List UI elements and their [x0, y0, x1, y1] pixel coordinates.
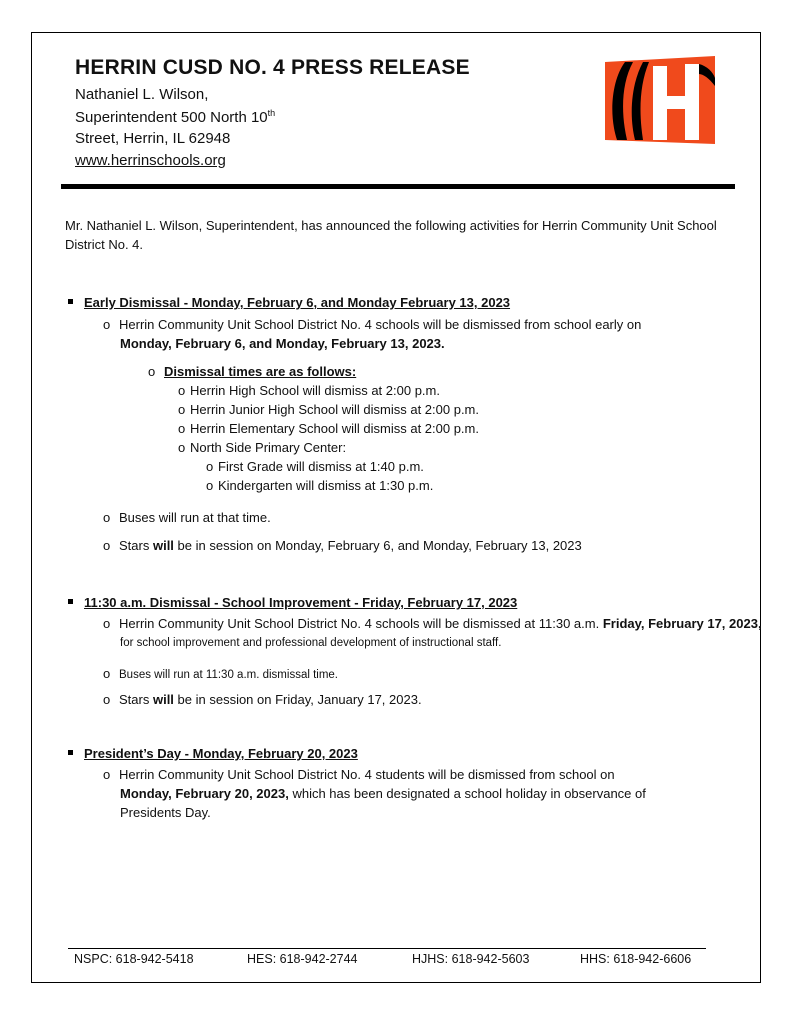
section-title: 11:30 a.m. Dismissal - School Improvement - Friday, February 17, 2023: [84, 595, 518, 610]
address-line-2: Street, Herrin, IL 62948: [75, 130, 231, 147]
address-line-1: Superintendent 500 North 10th: [75, 108, 276, 126]
list-item: o Herrin Elementary School will dismiss at 2:00 p.m.: [178, 421, 479, 436]
footer-phone-nspc: NSPC: 618-942-5418: [74, 952, 194, 966]
list-item: o Herrin High School will dismiss at 2:00 p.m.: [178, 383, 440, 398]
section-title: Early Dismissal - Monday, February 6, and Monday February 13, 2023: [84, 295, 511, 310]
website-link[interactable]: www.herrinschools.org: [75, 152, 226, 169]
list-item: o First Grade will dismiss at 1:40 p.m.: [206, 459, 424, 474]
list-item: o Kindergarten will dismiss at 1:30 p.m.: [206, 478, 434, 493]
footer-divider: [68, 948, 706, 949]
press-release-title: HERRIN CUSD NO. 4 PRESS RELEASE: [75, 56, 470, 79]
list-item: o Stars will be in session on Friday, January 17, 2023.: [103, 692, 422, 707]
list-item: o Stars will be in session on Monday, February 6, and Monday, February 13, 2023: [103, 538, 582, 553]
herrin-h-logo: [603, 56, 717, 146]
list-item-continuation: for school improvement and professional development of instructional staff.: [120, 637, 502, 649]
section-title: President’s Day - Monday, February 20, 2023: [84, 746, 358, 761]
list-item: o Herrin Community Unit School District No. 4 students will be dismissed from school on: [103, 767, 615, 782]
section-school-improvement: [68, 593, 517, 612]
list-item: o North Side Primary Center:: [178, 440, 347, 455]
list-item: o Buses will run at that time.: [103, 510, 271, 525]
list-item: o Herrin Community Unit School District No. 4 schools will be dismissed from school early on: [103, 317, 642, 332]
square-bullet-icon: [68, 599, 73, 604]
list-item-continuation: Monday, February 20, 2023, which has been designated a school holiday in observance of Presidents Day.: [120, 786, 646, 820]
superintendent-name: Nathaniel L. Wilson,: [75, 86, 209, 103]
footer-phone-hhs: HHS: 618-942-6606: [580, 952, 692, 966]
footer-phone-hes: HES: 618-942-2744: [247, 952, 358, 966]
intro-paragraph: Mr. Nathaniel L. Wilson, Superintendent, has announced the following activities for Herrin Community Unit School District No. 4.: [65, 218, 717, 252]
list-item-continuation: Monday, February 6, and Monday, February 13, 2023.: [120, 336, 445, 351]
list-item: o Herrin Community Unit School District No. 4 schools will be dismissed at 11:30 a.m. Friday, February 17, 2023,: [103, 616, 762, 631]
square-bullet-icon: [68, 299, 73, 304]
header-divider: [61, 184, 735, 189]
list-item: o Buses will run at 11:30 a.m. dismissal time.: [103, 666, 339, 681]
section-early-dismissal: [68, 293, 510, 312]
square-bullet-icon: [68, 750, 73, 755]
dismissal-times-heading: o Dismissal times are as follows:: [148, 364, 357, 379]
list-item: o Herrin Junior High School will dismiss at 2:00 p.m.: [178, 402, 479, 417]
section-presidents-day: [68, 744, 358, 763]
footer-phone-hjhs: HJHS: 618-942-5603: [412, 952, 530, 966]
